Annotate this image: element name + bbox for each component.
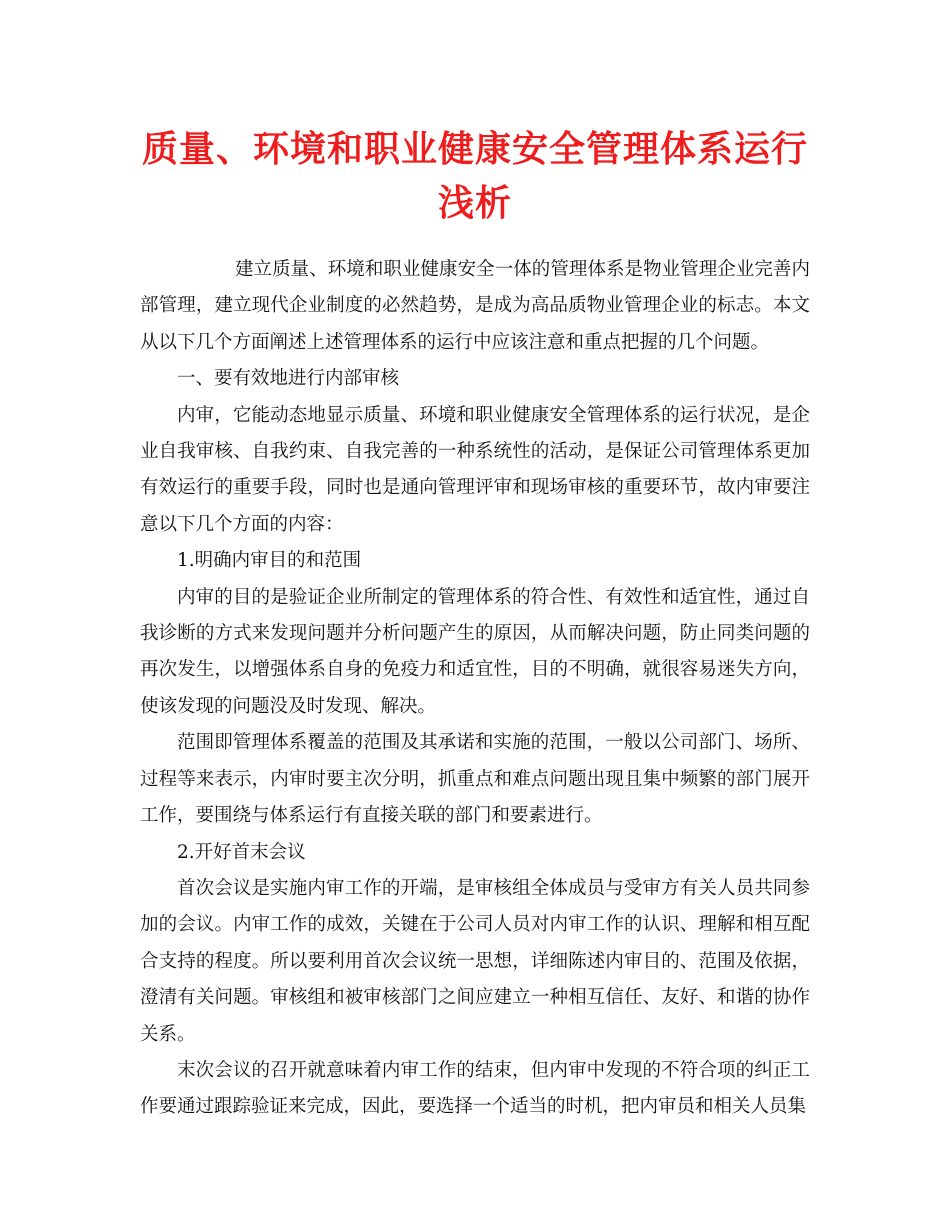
paragraph-audit-scope: 范围即管理体系覆盖的范围及其承诺和实施的范围，一般以公司部门、场所、过程等来表示，内审时要主次分明，抓重点和难点问题出现且集中频繁的部门展开工作，要围绕与体系运行有直接关联的部门和要素进行。 (140, 732, 810, 827)
paragraph-closing-meeting: 末次会议的召开就意味着内审工作的结束，但内审中发现的不符合项的纠正工作要通过跟踪验证来完成，因此，要选择一个适当的时机，把内审员和相关人员集 (140, 1059, 810, 1118)
paragraph-intro: 建立质量、环境和职业健康安全一体的管理体系是物业管理企业完善内部管理，建立现代企业制度的必然趋势，是成为高品质物业管理企业的标志。本文从以下几个方面阐述上述管理体系的运行中应该注意和重点把握的几个问题。 (140, 259, 810, 353)
subheading-audit-purpose-scope: 1.明确内审目的和范围 (177, 550, 362, 572)
paragraph-internal-audit: 内审，它能动态地显示质量、环境和职业健康安全管理体系的运行状况，是企业自我审核、自我约束、自我完善的一种系统性的活动，是保证公司管理体系更加有效运行的重要手段，同时也是通向管理评审和现场审核的重要环节，故内审要注意以下几个方面的内容： (140, 404, 810, 535)
paragraph-audit-purpose: 内审的目的是验证企业所制定的管理体系的符合性、有效性和适宜性，通过自我诊断的方式来发现问题并分析问题产生的原因，从而解决问题，防止同类问题的再次发生，以增强体系自身的免疫力和适宜性，目的不明确，就很容易迷失方向，使该发现的问题没及时发现、解决。 (140, 586, 810, 717)
document-title: 质量、环境和职业健康安全管理体系运行浅析 (141, 128, 808, 224)
document-body (140, 252, 810, 1126)
subheading-meetings: 2.开好首末会议 (177, 841, 306, 863)
section-heading-internal-audit: 一、要有效地进行内部审核 (177, 368, 400, 390)
paragraph-opening-meeting: 首次会议是实施内审工作的开端，是审核组全体成员与受审方有关人员共同参加的会议。内审工作的成效，关键在于公司人员对内审工作的认识、理解和相互配合支持的程度。所以要利用首次会议统一思想，详细陈述内审目的、范围及依据，澄清有关问题。审核组和被审核部门之间应建立一种相互信任、友好、和谐的协作关系。 (140, 877, 810, 1045)
